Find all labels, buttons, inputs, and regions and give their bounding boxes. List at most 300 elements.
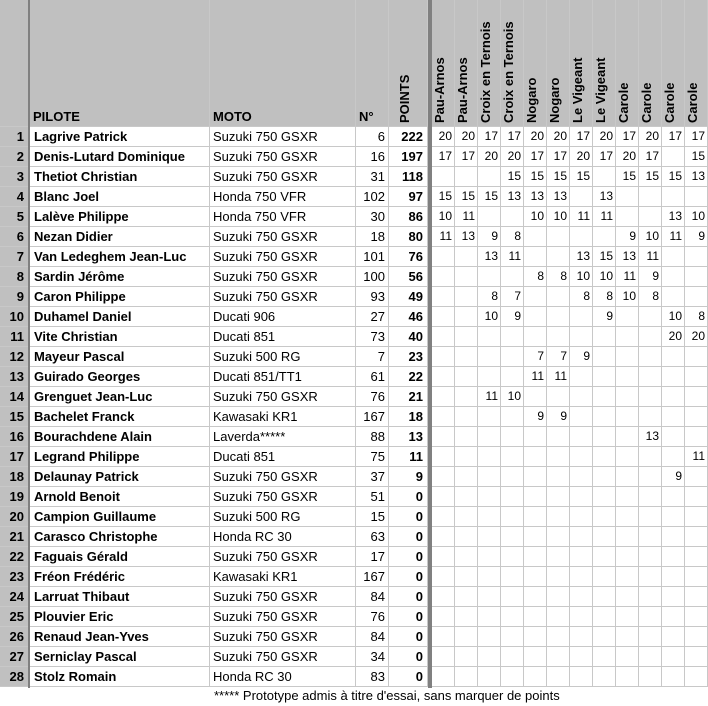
pilote-cell[interactable]: Thetiot Christian (30, 167, 210, 187)
header-pilote[interactable] (30, 0, 210, 127)
result-cell[interactable] (547, 667, 570, 687)
result-cell[interactable] (570, 567, 593, 587)
header-event-12[interactable] (685, 0, 708, 127)
result-cell[interactable] (616, 327, 639, 347)
result-cell[interactable]: 11 (593, 207, 616, 227)
result-cell[interactable] (662, 507, 685, 527)
pilote-cell[interactable]: Bourachdene Alain (30, 427, 210, 447)
pilote-cell[interactable]: Campion Guillaume (30, 507, 210, 527)
result-cell[interactable] (547, 567, 570, 587)
result-cell[interactable] (639, 327, 662, 347)
row-number[interactable]: 1 (0, 127, 30, 147)
row-number[interactable]: 2 (0, 147, 30, 167)
row-number[interactable]: 20 (0, 507, 30, 527)
result-cell[interactable]: 20 (685, 327, 708, 347)
numero-cell[interactable]: 51 (356, 487, 389, 507)
moto-cell[interactable]: Ducati 851 (210, 327, 356, 347)
result-cell[interactable] (662, 587, 685, 607)
result-cell[interactable] (432, 607, 455, 627)
header-moto[interactable] (210, 0, 356, 127)
points-cell[interactable]: 13 (389, 427, 428, 447)
header-event-5[interactable] (524, 0, 547, 127)
result-cell[interactable] (524, 427, 547, 447)
result-cell[interactable] (524, 627, 547, 647)
result-cell[interactable]: 20 (593, 127, 616, 147)
numero-cell[interactable]: 34 (356, 647, 389, 667)
row-number[interactable]: 26 (0, 627, 30, 647)
result-cell[interactable]: 15 (570, 167, 593, 187)
result-cell[interactable]: 10 (432, 207, 455, 227)
result-cell[interactable] (524, 607, 547, 627)
result-cell[interactable] (524, 567, 547, 587)
result-cell[interactable] (455, 167, 478, 187)
numero-cell[interactable]: 27 (356, 307, 389, 327)
result-cell[interactable] (501, 547, 524, 567)
result-cell[interactable]: 9 (478, 227, 501, 247)
result-cell[interactable]: 17 (455, 147, 478, 167)
result-cell[interactable]: 17 (616, 127, 639, 147)
result-cell[interactable] (547, 627, 570, 647)
points-cell[interactable]: 18 (389, 407, 428, 427)
header-event-7[interactable] (570, 0, 593, 127)
result-cell[interactable] (455, 347, 478, 367)
result-cell[interactable]: 15 (593, 247, 616, 267)
result-cell[interactable]: 8 (501, 227, 524, 247)
result-cell[interactable] (685, 587, 708, 607)
result-cell[interactable]: 20 (547, 127, 570, 147)
result-cell[interactable] (685, 407, 708, 427)
result-cell[interactable] (685, 507, 708, 527)
result-cell[interactable]: 17 (639, 147, 662, 167)
result-cell[interactable] (639, 207, 662, 227)
result-cell[interactable]: 8 (639, 287, 662, 307)
result-cell[interactable] (547, 607, 570, 627)
result-cell[interactable] (570, 607, 593, 627)
result-cell[interactable] (616, 627, 639, 647)
result-cell[interactable] (501, 207, 524, 227)
result-cell[interactable]: 9 (547, 407, 570, 427)
row-number[interactable]: 28 (0, 667, 30, 687)
result-cell[interactable] (662, 387, 685, 407)
result-cell[interactable] (616, 667, 639, 687)
numero-cell[interactable]: 7 (356, 347, 389, 367)
result-cell[interactable] (685, 287, 708, 307)
points-cell[interactable]: 49 (389, 287, 428, 307)
moto-cell[interactable]: Honda 750 VFR (210, 187, 356, 207)
moto-cell[interactable]: Suzuki 750 GSXR (210, 647, 356, 667)
points-cell[interactable]: 0 (389, 647, 428, 667)
result-cell[interactable] (478, 467, 501, 487)
result-cell[interactable] (501, 407, 524, 427)
result-cell[interactable]: 20 (570, 147, 593, 167)
result-cell[interactable]: 11 (501, 247, 524, 267)
numero-cell[interactable]: 37 (356, 467, 389, 487)
result-cell[interactable] (639, 567, 662, 587)
row-number[interactable]: 12 (0, 347, 30, 367)
result-cell[interactable] (616, 447, 639, 467)
moto-cell[interactable]: Ducati 851 (210, 447, 356, 467)
result-cell[interactable]: 10 (639, 227, 662, 247)
result-cell[interactable] (662, 667, 685, 687)
result-cell[interactable] (570, 507, 593, 527)
result-cell[interactable] (616, 487, 639, 507)
result-cell[interactable] (432, 327, 455, 347)
result-cell[interactable]: 11 (455, 207, 478, 227)
points-cell[interactable]: 0 (389, 547, 428, 567)
result-cell[interactable] (685, 247, 708, 267)
result-cell[interactable]: 17 (685, 127, 708, 147)
numero-cell[interactable]: 30 (356, 207, 389, 227)
result-cell[interactable] (616, 427, 639, 447)
result-cell[interactable] (432, 387, 455, 407)
result-cell[interactable]: 11 (639, 247, 662, 267)
result-cell[interactable] (639, 587, 662, 607)
result-cell[interactable] (616, 547, 639, 567)
result-cell[interactable]: 15 (662, 167, 685, 187)
result-cell[interactable] (593, 647, 616, 667)
result-cell[interactable] (662, 527, 685, 547)
row-number[interactable]: 27 (0, 647, 30, 667)
result-cell[interactable] (547, 527, 570, 547)
moto-cell[interactable]: Suzuki 750 GSXR (210, 587, 356, 607)
result-cell[interactable] (478, 647, 501, 667)
result-cell[interactable]: 15 (524, 167, 547, 187)
result-cell[interactable] (478, 447, 501, 467)
result-cell[interactable] (432, 647, 455, 667)
result-cell[interactable] (478, 267, 501, 287)
result-cell[interactable] (662, 447, 685, 467)
result-cell[interactable] (662, 407, 685, 427)
points-cell[interactable]: 9 (389, 467, 428, 487)
result-cell[interactable] (524, 327, 547, 347)
result-cell[interactable]: 15 (616, 167, 639, 187)
result-cell[interactable] (639, 607, 662, 627)
points-cell[interactable]: 0 (389, 607, 428, 627)
result-cell[interactable]: 15 (639, 167, 662, 187)
result-cell[interactable] (432, 447, 455, 467)
row-number[interactable]: 21 (0, 527, 30, 547)
result-cell[interactable] (524, 547, 547, 567)
result-cell[interactable] (524, 467, 547, 487)
result-cell[interactable] (432, 567, 455, 587)
result-cell[interactable] (478, 487, 501, 507)
result-cell[interactable] (524, 247, 547, 267)
result-cell[interactable] (593, 507, 616, 527)
row-number[interactable]: 15 (0, 407, 30, 427)
result-cell[interactable] (570, 307, 593, 327)
result-cell[interactable]: 11 (662, 227, 685, 247)
result-cell[interactable] (685, 667, 708, 687)
result-cell[interactable] (639, 187, 662, 207)
result-cell[interactable]: 17 (432, 147, 455, 167)
result-cell[interactable] (616, 347, 639, 367)
result-cell[interactable]: 17 (570, 127, 593, 147)
moto-cell[interactable]: Suzuki 750 GSXR (210, 387, 356, 407)
result-cell[interactable]: 11 (685, 447, 708, 467)
result-cell[interactable] (639, 507, 662, 527)
result-cell[interactable] (455, 447, 478, 467)
result-cell[interactable] (593, 467, 616, 487)
result-cell[interactable] (570, 387, 593, 407)
result-cell[interactable] (547, 447, 570, 467)
result-cell[interactable] (432, 667, 455, 687)
result-cell[interactable] (593, 627, 616, 647)
result-cell[interactable] (639, 447, 662, 467)
header-event-2[interactable] (455, 0, 478, 127)
result-cell[interactable]: 8 (524, 267, 547, 287)
result-cell[interactable]: 20 (478, 147, 501, 167)
result-cell[interactable] (501, 627, 524, 647)
result-cell[interactable] (478, 367, 501, 387)
result-cell[interactable] (547, 327, 570, 347)
points-cell[interactable]: 40 (389, 327, 428, 347)
result-cell[interactable]: 20 (432, 127, 455, 147)
moto-cell[interactable]: Honda RC 30 (210, 667, 356, 687)
result-cell[interactable]: 10 (616, 287, 639, 307)
result-cell[interactable] (570, 467, 593, 487)
numero-cell[interactable]: 167 (356, 567, 389, 587)
result-cell[interactable] (501, 487, 524, 507)
result-cell[interactable]: 10 (478, 307, 501, 327)
result-cell[interactable] (455, 427, 478, 447)
points-cell[interactable]: 80 (389, 227, 428, 247)
result-cell[interactable] (432, 467, 455, 487)
moto-cell[interactable]: Suzuki 750 GSXR (210, 167, 356, 187)
result-cell[interactable]: 15 (685, 147, 708, 167)
result-cell[interactable] (455, 667, 478, 687)
numero-cell[interactable]: 83 (356, 667, 389, 687)
result-cell[interactable] (639, 387, 662, 407)
numero-cell[interactable]: 100 (356, 267, 389, 287)
result-cell[interactable] (455, 247, 478, 267)
result-cell[interactable] (501, 527, 524, 547)
result-cell[interactable] (685, 427, 708, 447)
result-cell[interactable]: 10 (662, 307, 685, 327)
result-cell[interactable] (547, 587, 570, 607)
moto-cell[interactable]: Suzuki 750 GSXR (210, 147, 356, 167)
result-cell[interactable] (616, 567, 639, 587)
result-cell[interactable] (478, 347, 501, 367)
result-cell[interactable] (593, 167, 616, 187)
header-event-9[interactable] (616, 0, 639, 127)
result-cell[interactable]: 11 (478, 387, 501, 407)
numero-cell[interactable]: 102 (356, 187, 389, 207)
row-number[interactable]: 13 (0, 367, 30, 387)
row-number[interactable]: 14 (0, 387, 30, 407)
result-cell[interactable] (547, 227, 570, 247)
result-cell[interactable] (478, 587, 501, 607)
moto-cell[interactable]: Suzuki 750 GSXR (210, 627, 356, 647)
result-cell[interactable] (455, 547, 478, 567)
result-cell[interactable] (547, 507, 570, 527)
header-points[interactable] (389, 0, 428, 127)
result-cell[interactable]: 9 (685, 227, 708, 247)
pilote-cell[interactable]: Legrand Philippe (30, 447, 210, 467)
result-cell[interactable] (455, 467, 478, 487)
points-cell[interactable]: 46 (389, 307, 428, 327)
result-cell[interactable] (432, 507, 455, 527)
result-cell[interactable] (501, 447, 524, 467)
moto-cell[interactable]: Suzuki 750 GSXR (210, 487, 356, 507)
points-cell[interactable]: 22 (389, 367, 428, 387)
result-cell[interactable] (501, 267, 524, 287)
row-number[interactable]: 3 (0, 167, 30, 187)
result-cell[interactable] (432, 347, 455, 367)
result-cell[interactable] (455, 287, 478, 307)
points-cell[interactable]: 0 (389, 627, 428, 647)
result-cell[interactable] (639, 627, 662, 647)
result-cell[interactable]: 13 (593, 187, 616, 207)
result-cell[interactable] (524, 447, 547, 467)
points-cell[interactable]: 0 (389, 567, 428, 587)
result-cell[interactable] (524, 307, 547, 327)
header-event-3[interactable] (478, 0, 501, 127)
moto-cell[interactable]: Kawasaki KR1 (210, 567, 356, 587)
points-cell[interactable]: 118 (389, 167, 428, 187)
points-cell[interactable]: 97 (389, 187, 428, 207)
result-cell[interactable]: 10 (501, 387, 524, 407)
result-cell[interactable] (432, 267, 455, 287)
points-cell[interactable]: 11 (389, 447, 428, 467)
result-cell[interactable] (524, 647, 547, 667)
result-cell[interactable]: 17 (501, 127, 524, 147)
numero-cell[interactable]: 84 (356, 627, 389, 647)
moto-cell[interactable]: Honda 750 VFR (210, 207, 356, 227)
result-cell[interactable]: 9 (662, 467, 685, 487)
header-event-1[interactable] (432, 0, 455, 127)
moto-cell[interactable]: Suzuki 750 GSXR (210, 127, 356, 147)
result-cell[interactable] (455, 607, 478, 627)
pilote-cell[interactable]: Delaunay Patrick (30, 467, 210, 487)
numero-cell[interactable]: 18 (356, 227, 389, 247)
result-cell[interactable] (501, 367, 524, 387)
result-cell[interactable] (616, 367, 639, 387)
result-cell[interactable] (455, 527, 478, 547)
result-cell[interactable] (593, 347, 616, 367)
result-cell[interactable] (593, 327, 616, 347)
points-cell[interactable]: 197 (389, 147, 428, 167)
result-cell[interactable]: 8 (685, 307, 708, 327)
result-cell[interactable] (524, 487, 547, 507)
result-cell[interactable] (593, 427, 616, 447)
result-cell[interactable] (662, 247, 685, 267)
result-cell[interactable] (432, 627, 455, 647)
result-cell[interactable] (685, 567, 708, 587)
pilote-cell[interactable]: Lagrive Patrick (30, 127, 210, 147)
points-cell[interactable]: 0 (389, 667, 428, 687)
pilote-cell[interactable]: Denis-Lutard Dominique (30, 147, 210, 167)
result-cell[interactable]: 7 (524, 347, 547, 367)
result-cell[interactable]: 8 (478, 287, 501, 307)
result-cell[interactable]: 10 (685, 207, 708, 227)
result-cell[interactable] (616, 207, 639, 227)
pilote-cell[interactable]: Sardin Jérôme (30, 267, 210, 287)
result-cell[interactable] (432, 587, 455, 607)
result-cell[interactable] (547, 487, 570, 507)
pilote-cell[interactable]: Renaud Jean-Yves (30, 627, 210, 647)
result-cell[interactable]: 9 (524, 407, 547, 427)
pilote-cell[interactable]: Guirado Georges (30, 367, 210, 387)
result-cell[interactable] (685, 487, 708, 507)
moto-cell[interactable]: Suzuki 750 GSXR (210, 287, 356, 307)
result-cell[interactable] (501, 667, 524, 687)
numero-cell[interactable]: 61 (356, 367, 389, 387)
result-cell[interactable] (593, 567, 616, 587)
result-cell[interactable] (501, 327, 524, 347)
points-cell[interactable]: 0 (389, 507, 428, 527)
result-cell[interactable] (685, 367, 708, 387)
result-cell[interactable] (455, 587, 478, 607)
result-cell[interactable] (593, 447, 616, 467)
result-cell[interactable] (478, 547, 501, 567)
result-cell[interactable] (685, 607, 708, 627)
points-cell[interactable]: 76 (389, 247, 428, 267)
row-number[interactable]: 6 (0, 227, 30, 247)
result-cell[interactable] (547, 427, 570, 447)
result-cell[interactable] (662, 487, 685, 507)
points-cell[interactable]: 86 (389, 207, 428, 227)
result-cell[interactable] (616, 587, 639, 607)
result-cell[interactable]: 9 (501, 307, 524, 327)
result-cell[interactable] (570, 427, 593, 447)
pilote-cell[interactable]: Stolz Romain (30, 667, 210, 687)
pilote-cell[interactable]: Serniclay Pascal (30, 647, 210, 667)
result-cell[interactable] (570, 547, 593, 567)
result-cell[interactable] (432, 287, 455, 307)
result-cell[interactable] (616, 387, 639, 407)
pilote-cell[interactable]: Grenguet Jean-Luc (30, 387, 210, 407)
result-cell[interactable] (639, 467, 662, 487)
result-cell[interactable] (478, 327, 501, 347)
moto-cell[interactable]: Suzuki 500 RG (210, 507, 356, 527)
result-cell[interactable] (524, 587, 547, 607)
points-cell[interactable]: 23 (389, 347, 428, 367)
pilote-cell[interactable]: Plouvier Eric (30, 607, 210, 627)
moto-cell[interactable]: Suzuki 750 GSXR (210, 267, 356, 287)
moto-cell[interactable]: Suzuki 750 GSXR (210, 467, 356, 487)
result-cell[interactable]: 9 (570, 347, 593, 367)
numero-cell[interactable]: 75 (356, 447, 389, 467)
result-cell[interactable]: 13 (616, 247, 639, 267)
result-cell[interactable] (662, 647, 685, 667)
result-cell[interactable] (593, 407, 616, 427)
result-cell[interactable]: 13 (547, 187, 570, 207)
result-cell[interactable] (570, 647, 593, 667)
pilote-cell[interactable]: Fréon Frédéric (30, 567, 210, 587)
result-cell[interactable] (685, 527, 708, 547)
result-cell[interactable]: 13 (570, 247, 593, 267)
pilote-cell[interactable]: Carasco Christophe (30, 527, 210, 547)
result-cell[interactable] (547, 247, 570, 267)
result-cell[interactable] (616, 187, 639, 207)
result-cell[interactable] (432, 487, 455, 507)
result-cell[interactable]: 20 (662, 327, 685, 347)
result-cell[interactable] (501, 347, 524, 367)
result-cell[interactable]: 20 (639, 127, 662, 147)
result-cell[interactable] (593, 667, 616, 687)
result-cell[interactable] (570, 447, 593, 467)
points-cell[interactable]: 0 (389, 587, 428, 607)
pilote-cell[interactable]: Vite Christian (30, 327, 210, 347)
result-cell[interactable] (432, 167, 455, 187)
result-cell[interactable]: 9 (616, 227, 639, 247)
result-cell[interactable] (616, 507, 639, 527)
moto-cell[interactable]: Suzuki 750 GSXR (210, 607, 356, 627)
result-cell[interactable] (570, 627, 593, 647)
result-cell[interactable] (662, 607, 685, 627)
result-cell[interactable] (593, 527, 616, 547)
result-cell[interactable] (432, 427, 455, 447)
